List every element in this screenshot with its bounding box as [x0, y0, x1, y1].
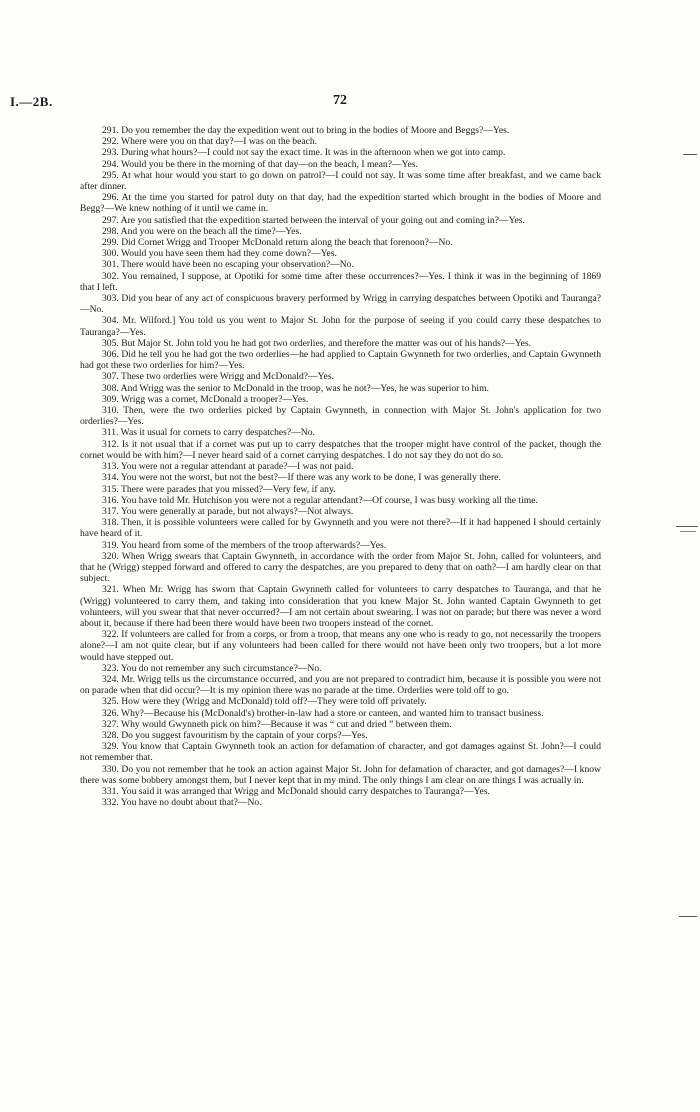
testimony-paragraph: 306. Did he tell you he had got the two orderlies—he had applied to Captain Gwynneth for two orderlies, and Captain Gwynneth had got these two orderlies for him?—Yes. — [80, 349, 601, 372]
testimony-paragraph: 310. Then, were the two orderlies picked by Captain Gwynneth, in connection with Major St. John's application for two orderlies?—Yes. — [80, 405, 601, 428]
testimony-paragraph: 296. At the time you started for patrol duty on that day, had the expedition started which brought in the bodies of Moore and Begg?—We knew nothing of it until we came in. — [80, 192, 601, 215]
testimony-paragraph: 307. These two orderlies were Wrigg and McDonald?—Yes. — [102, 371, 334, 383]
testimony-paragraph: 321. When Mr. Wrigg has sworn that Captain Gwynneth called for volunteers to carry despatches to Tauranga, and that he (Wrigg) volunteered to carry them, and taking into consideration that you knew Major St. John wanted Captain Gwynneth to get volunteers, will you swear that that never occurred?—I am not certain about swearing. I was not on parade; but there was never a word about it, because if there had been there would have been two troopers instead of the cornet. — [80, 584, 601, 629]
testimony-paragraph: 316. You have told Mr. Hutchison you were not a regular attendant?—Of course, I was busy working all the time. — [102, 494, 538, 506]
testimony-paragraph: 314. You were not the worst, but not the best?—If there was any work to be done, I was generally there. — [102, 472, 501, 484]
testimony-paragraph: 291. Do you remember the day the expedition went out to bring in the bodies of Moore and Beggs?—Yes. — [102, 125, 510, 136]
testimony-paragraph: 315. There were parades that you missed?—Very few, if any. — [102, 483, 336, 495]
testimony-paragraph: 293. During what hours?—I could not say the exact time. It was in the afternoon when we got into camp. — [102, 147, 506, 159]
testimony-paragraph: 322. If volunteers are called for from a corps, or from a troop, that means any one who is ready to go, not necessarily the troopers alone?—I am not quite clear, but if any volunteers had been called for there would not have been only two troopers, but a lot more would have stepped out. — [80, 629, 601, 663]
testimony-paragraph: 332. You have no doubt about that?—No. — [102, 797, 262, 809]
margin-mark — [676, 526, 698, 527]
testimony-paragraph: 323. You do not remember any such circumstance?—No. — [102, 662, 322, 674]
testimony-paragraph: 300. Would you have seen them had they come down?—Yes. — [102, 248, 337, 260]
testimony-paragraph: 303. Did you hear of any act of conspicuous bravery performed by Wrigg in carrying despatches between Opotiki and Tauranga?—No. — [80, 293, 601, 316]
testimony-paragraph: 320. When Wrigg swears that Captain Gwynneth, in accordance with the order from Major St. John, called for volunteers, and that he (Wrigg) stepped forward and offered to carry the despatches, are you prepared to deny that on oath?—I am hardly clear on that subject. — [80, 550, 601, 585]
testimony-paragraph: 311. Was it usual for cornets to carry despatches?—No. — [102, 427, 315, 439]
testimony-paragraph: 324. Mr. Wrigg tells us the circumstance occurred, and you are not prepared to contradict him, because it is possible you were not on parade when that did occur?—It is my opinion there was no parade at the time. Orderlies were told off to go. — [80, 673, 601, 697]
margin-mark — [680, 531, 696, 532]
testimony-paragraph: 313. You were not a regular attendant at parade?—I was not paid. — [102, 461, 354, 473]
testimony-paragraph: 298. And you were on the beach all the time?—Yes. — [102, 225, 302, 237]
testimony-paragraph: 329. You know that Captain Gwynneth took an action for defamation of character, and got damages against St. John?—I could not remember that. — [80, 741, 601, 764]
testimony-paragraph: 294. Would you be there in the morning of that day—on the beach, I mean?—Yes. — [102, 158, 418, 170]
testimony-paragraph: 301. There would have been no escaping your observation?—No. — [102, 259, 354, 271]
testimony-paragraph: 326. Why?—Because his (McDonald's) brother-in-law had a store or canteen, and wanted him to transact business. — [102, 707, 544, 719]
margin-mark — [683, 154, 697, 155]
testimony-paragraph: 309. Wrigg was a cornet, McDonald a trooper?—Yes. — [102, 393, 309, 405]
testimony-paragraph: 319. You heard from some of the members of the troop afterwards?—Yes. — [102, 539, 387, 551]
testimony-paragraph: 299. Did Cornet Wrigg and Trooper McDonald return along the beach that forenoon?—No. — [102, 237, 453, 249]
testimony-paragraph: 308. And Wrigg was the senior to McDonald in the troop, was he not?—Yes, he was superior to him. — [102, 382, 489, 394]
testimony-paragraph: 304. Mr. Wilford.] You told us you went to Major St. John for the purpose of seeing if you could carry these despatches to Tauranga?—Yes. — [80, 315, 601, 338]
testimony-body — [80, 125, 601, 808]
testimony-paragraph: 318. Then, it is possible volunteers were called for by Gwynneth and you were not there?—If it had happened I should certainly have heard of it. — [80, 517, 601, 540]
margin-mark — [679, 916, 697, 917]
testimony-paragraph: 330. Do you not remember that he took an action against Major St. John for defamation of character, and got damages?—I know there was some bobbery amongst them, but I never kept that in my mind. The only things I am clear on are things I was actually in. — [80, 763, 601, 786]
testimony-paragraph: 297. Are you satisfied that the expedition started between the interval of your going out and coming in?—Yes. — [102, 214, 525, 226]
page-number: 72 — [333, 93, 347, 108]
testimony-paragraph: 295. At what hour would you start to go down on patrol?—I could not say. It was some time after breakfast, and we came back after dinner. — [80, 169, 601, 193]
testimony-paragraph: 327. Why would Gwynneth pick on him?—Because it was “ cut and dried ” between them. — [102, 718, 452, 730]
testimony-paragraph: 292. Where were you on that day?—I was on the beach. — [102, 136, 318, 148]
testimony-paragraph: 312. Is it not usual that if a cornet was put up to carry despatches that the trooper might have control of the packet, though the cornet would be with him?—I never heard said of a cornet carrying despatches. I do not say they do not do so. — [80, 438, 601, 461]
document-reference: I.—2B. — [10, 94, 53, 109]
testimony-paragraph: 325. How were they (Wrigg and McDonald) told off?—They were told off privately. — [102, 696, 427, 708]
testimony-paragraph: 328. Do you suggest favouritism by the captain of your corps?—Yes. — [102, 729, 368, 741]
testimony-paragraph: 305. But Major St. John told you he had got two orderlies, and therefore the matter was out of his hands?—Yes. — [102, 337, 532, 349]
testimony-paragraph: 317. You were generally at parade, but not always?—Not always. — [102, 505, 354, 517]
testimony-paragraph: 331. You said it was arranged that Wrigg and McDonald should carry despatches to Tauranga?—Yes. — [102, 785, 490, 797]
testimony-paragraph: 302. You remained, I suppose, at Opotiki for some time after these occurrences?—Yes. I think it was in the beginning of 1869 that I left. — [80, 270, 601, 293]
